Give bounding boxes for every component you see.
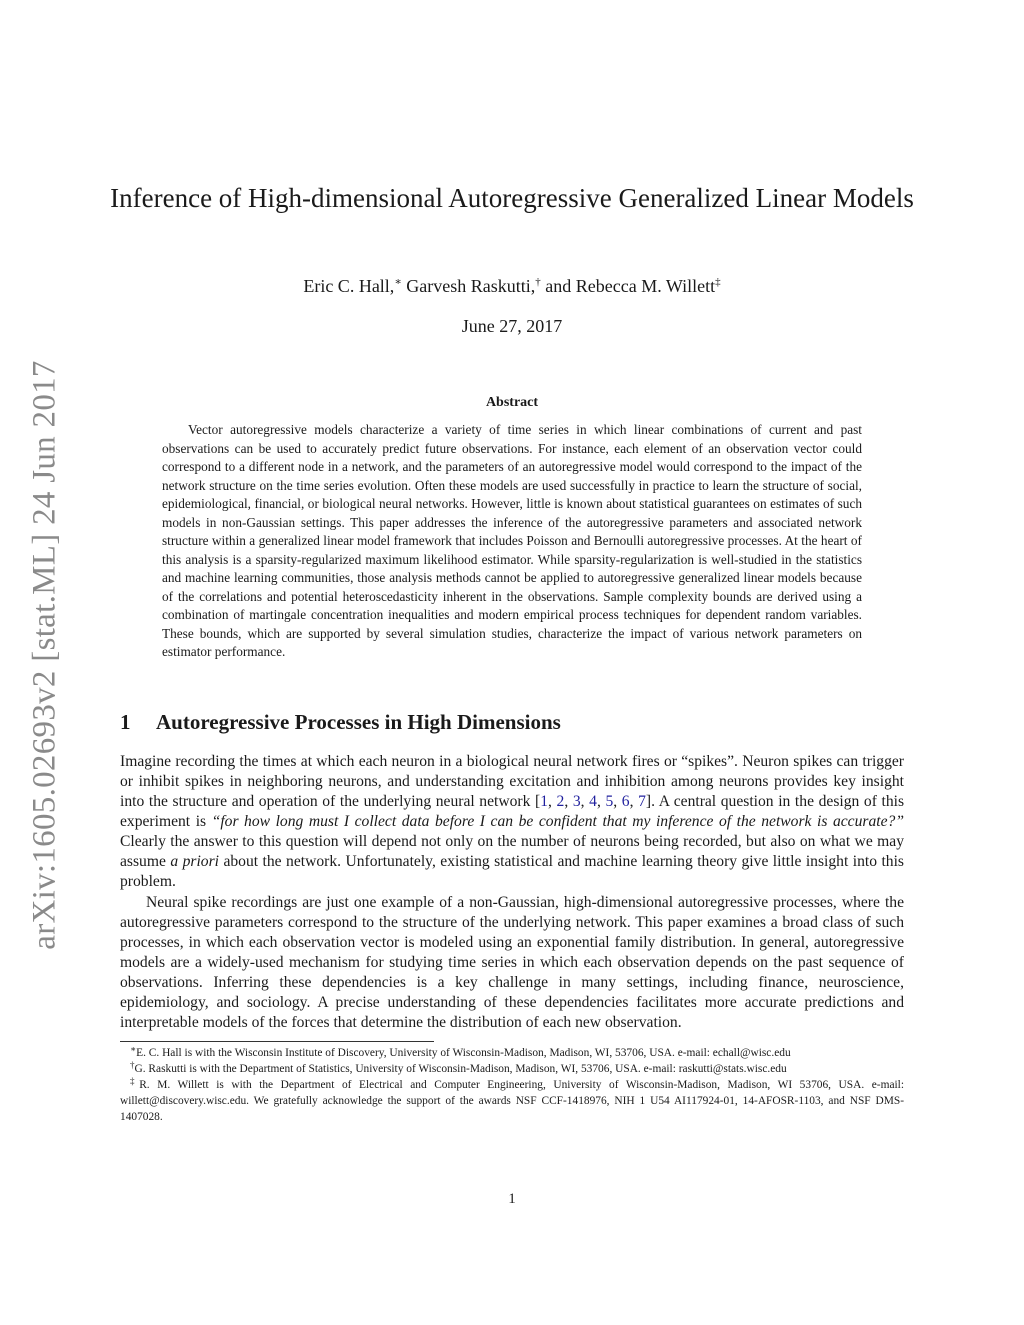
arxiv-side-stamp: arXiv:1605.02693v2 [stat.ML] 24 Jun 2017 [26, 360, 63, 950]
author-hall: Eric C. Hall, [303, 276, 395, 296]
footnote-mark-hall: ∗ [394, 276, 402, 288]
footnote-mark: † [130, 1060, 135, 1070]
emphasis-text: a priori [170, 853, 219, 870]
paragraph-text: Clearly the answer to this question will depend not only on the number of neurons being recorded, but also on what we may assume [120, 833, 904, 870]
citation-link[interactable]: 3 [572, 793, 581, 810]
footnote-mark: ‡ [130, 1076, 140, 1086]
footnote-text: E. C. Hall is with the Wisconsin Institute of Discovery, University of Wisconsin-Madison, Madison, WI, 53706, USA. e-mail: echall@wisc.edu [136, 1047, 791, 1059]
paper-date: June 27, 2017 [461, 316, 563, 336]
citation-link[interactable]: 4 [589, 793, 597, 810]
author-willett: and Rebecca M. Willett [540, 276, 716, 296]
section-title: Autoregressive Processes in High Dimensions [156, 710, 561, 734]
paragraph-text: about the network. Unfortunately, existing statistical and machine learning theory give little insight into this problem. [120, 853, 904, 890]
citation-link[interactable]: 7 [638, 793, 646, 810]
body-paragraph-1: Imagine recording the times at which each neuron in a biological neural network fires or “spikes”. Neuron spikes can trigger or inhibit spikes in neighboring neurons, and understanding excitation and inhibition among neurons provides key insight into the structure and operation of the underlying neural network [1, 2, 3, 4, 5, 6, 7]. A central question in the design of this experiment is “for how long must I collect data before I can be confident that my inference of the network is accurate?” Clearly the answer to this question will depend not only on the number of neurons being recorded, but also on what we may assume a priori about the network. Unfortunately, existing statistical and machine learning theory give little insight into this problem. [120, 753, 905, 890]
footnote-willett [120, 1077, 904, 1125]
citation-link[interactable]: 5 [605, 793, 614, 810]
research-question-quote: “for how long must I collect data before I can be confident that my inference of the network is accurate?” [211, 813, 904, 830]
citation-link[interactable]: 2 [556, 793, 565, 810]
footnotes [120, 1045, 904, 1125]
footnote-hall [120, 1045, 904, 1061]
footnote-mark-raskutti: † [535, 276, 541, 288]
footnote-raskutti [120, 1061, 904, 1077]
abstract-body: Vector autoregressive models characterize a variety of time series in which linear combinations of current and past observations can be used to accurately predict future observations. For instance, each element of an observation vector could correspond to a different node in a network, and the parameters of an autoregressive model would correspond to the impact of the network structure on the time series evolution. Often these models are used successfully in practice to learn the structure of social, epidemiological, financial, or biological neural networks. However, little is known about statistical guarantees on estimates of such models in non-Gaussian settings. This paper addresses the inference of the autoregressive parameters and associated network structure within a generalized linear model framework that includes Poisson and Bernoulli autoregressive processes. At the heart of this analysis is a sparsity-regularized maximum likelihood estimator. While sparsity-regularization is well-studied in the statistics and machine learning communities, those analysis methods cannot be applied to autoregressive generalized linear models because of the correlations and potential heteroscedasticity inherent in the observations. Sample complexity bounds are derived using a combination of martingale concentration inequalities and modern empirical process techniques for dependent random variables. These bounds, which are supported by several simulation studies, characterize the impact of various network parameters on estimator performance. [162, 422, 862, 659]
section-number: 1 [120, 710, 131, 734]
body-paragraph-2: Neural spike recordings are just one example of a non-Gaussian, high-dimensional autoregressive processes, where the autoregressive parameters correspond to the structure of the underlying network. This paper examines a broad class of such processes, in which each observation vector is modeled using an exponential family distribution. In general, autoregressive models are a widely-used mechanism for studying time series in which each observation depends on the past sequence of observations. Inferring these dependencies is a key challenge in many settings, including finance, neuroscience, epidemiology, and sociology. A precise understanding of these dependencies facilitates more accurate predictions and interpretable models of the forces that determine the distribution of each new observation. [120, 894, 904, 1031]
abstract-heading: Abstract [485, 395, 539, 410]
citation-link[interactable]: 6 [621, 793, 630, 810]
footnote-mark-willett: ‡ [715, 276, 721, 288]
section-heading [120, 708, 910, 736]
paper-title: Inference of High-dimensional Autoregressive Generalized Linear Models [110, 183, 914, 213]
author-raskutti: Garvesh Raskutti, [401, 276, 536, 296]
paragraph-text: ]. A central question in the design of this experiment is [120, 793, 905, 830]
author-line [110, 275, 914, 297]
paragraph-text: Imagine recording the times at which each neuron in a biological neural network fires or “spikes”. Neuron spikes can trigger or inhibit spikes in neighboring neurons, and understanding excitation and inhibition among neurons provides key insight into the structure and operation of the underlying neural network [ [120, 753, 904, 810]
footnote-divider [120, 1041, 434, 1042]
footnote-mark: ∗ [130, 1044, 137, 1054]
footnote-text: G. Raskutti is with the Department of Statistics, University of Wisconsin-Madison, Madison, WI, 53706, USA. e-mail: raskutti@stats.wisc.edu [134, 1063, 787, 1075]
citation-link[interactable]: 1 [540, 793, 548, 810]
page-number: 1 [508, 1191, 516, 1207]
footnote-text: R. M. Willett is with the Department of Electrical and Computer Engineering, University of Wisconsin-Madison, Madison, WI 53706, USA. e-mail: willett@discovery.wisc.edu. We gratefully acknowledge the support of the awards NSF CCF-1418976, NIH 1 U54 AI117924-01, 14-AFOSR-1103, and NSF DMS-1407028. [120, 1079, 904, 1123]
